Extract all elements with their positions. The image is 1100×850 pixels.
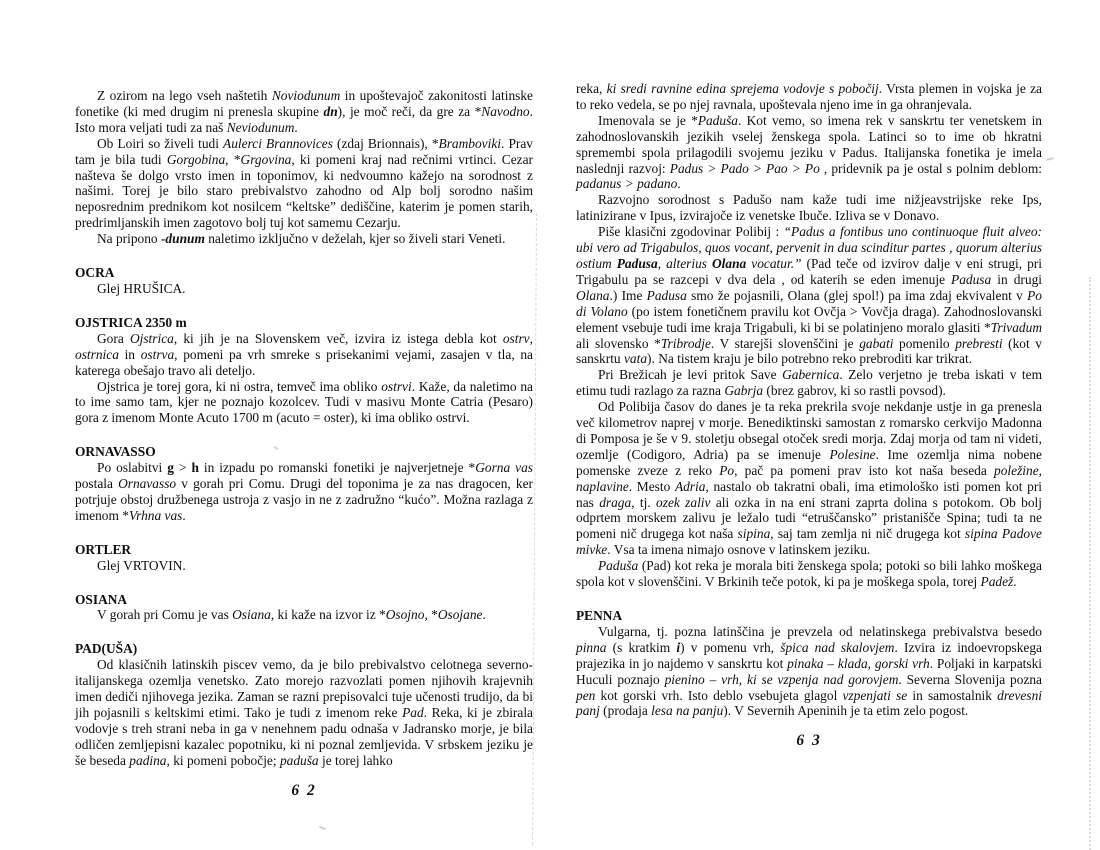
- paragraph: Od klasičnih latinskih piscev vemo, da je bilo prebivalstvo celotnega severno-italijanskega ozemlja venetsko. Zato morejo razvozlati pomen njihovih krajevnih imen dediči njihovega jezika. Zaman se razni prepisovalci tuje učenosti trudijo, da bi jih pojasnili s keltskimi etimi. Tako je tudi z imenom reke Pad. Reka, ki je zbirala vodovje s treh strani neba in ga v nenehnem padu odnaša v Jadransko morje, je bila odličen zemljepisni kazalec popotniku, ki ni poznal zemljevida. V srbskem jeziku je še beseda padina, ki pomeni pobočje; paduša je torej lahko: [75, 657, 533, 768]
- paragraph: Ojstrica je torej gora, ki ni ostra, temveč ima obliko ostrvi. Kaže, da naletimo na to ime samo tam, kjer ne poznajo kozolcev. Tudi v masivu Monte Catria (Pesaro) gora z imenom Monte Acuto 1700 m (acuto = oster), ki ima obliko ostrvi.: [75, 378, 533, 426]
- scan-edge-artifact: [1089, 277, 1091, 850]
- paragraph: Z ozirom na lego vseh naštetih Noviodunum in upoštevajoč zakonitosti latinske fonetike (ki med drugim ni prenesla skupine dn), je moč reči, da gre za *Navodno. Isto mora veljati tudi za naš Neviodunum.: [75, 88, 533, 135]
- paragraph: Piše klasični zgodovinar Polibij : “Padus a fontibus uno continuoque fluit alveo: ubi vero ad Trigabulos, quos vocant, pervenit in dua scinditur partes , quorum alterius ostium Padusa, alterius Olana vocatur.” (Pad teče od izvirov dalje v eni strugi, pri Trigabulu pa se razcepi v dva dela , od katerih se eden imenuje Padusa in drugi Olana.) Ime Padusa smo že pojasnili, Olana (glej spol!) pa ima zdaj ekvivalent v Po di Volano (po istem fonetičnem pravilu kot Ovčja > Vovčja draga). Zahodnoslovanski element vsebuje tudi ime kraja Trigabuli, ki bi se polatinjeno moralo glasiti *Trivadum ali slovensko *Tribrodje. V starejši slovenščini je gabati pomenilo prebresti (kot v sanskrtu vata). Na tistem kraju je bilo potrebno reko prebroditi kar trikrat.: [576, 224, 1042, 367]
- paragraph: Glej HRUŠICA.: [97, 280, 186, 296]
- paragraph: V gorah pri Comu je vas Osiana, ki kaže na izvor iz *Osojno, *Osojane.: [97, 607, 486, 623]
- paragraph: Glej VRTOVIN.: [97, 557, 186, 573]
- paragraph: Paduša (Pad) kot reka je morala biti ženskega spola; potoki so bili lahko moškega spola kot v slovenščini. V Brkinih teče potok, ki pa je moškega spola, torej Padež.: [576, 558, 1042, 590]
- paragraph: Imenovala se je *Paduša. Kot vemo, so imena rek v sanskrtu ter venetskem in zahodnoslovanskih jezikih vselej ženskega spola. Latinci so to ime ob hkratni spremembi spola prilagodili svojemu jeziku v Padus. Italijanska fonetika je imela naslednji razvoj: Padus > Pado > Pao > Po , pridevnik pa je ostal s polnim deblom: padanus > padano.: [576, 112, 1042, 192]
- paragraph: Razvojno sorodnost s Padušo nam kaže tudi ime nižjeavstrijske reke Ips, latinizirane v Ipus, izvirajoče iz venetske Ibuče. Izliva se v Donavo.: [576, 192, 1042, 224]
- book-page-left: [75, 88, 533, 799]
- book-page-right: [576, 81, 1042, 749]
- entry-heading: OJSTRICA 2350 m: [75, 314, 187, 330]
- paragraph: Ob Loiri so živeli tudi Aulerci Brannovices (zdaj Brionnais), *Bramboviki. Prav tam je bila tudi Gorgobina, *Grgovina, ki pomeni kraj nad rečnimi vrtinci. Cezar našteva še dolgo vrsto imen in toponimov, ki nedvoumno kažejo na sorodnost z našimi. Torej je bilo staro prebivalstvo zahodno od Alp bolj sorodno našim neposrednim prednikom kot nosilcem “keltske” dediščine, katerim je pomen starih, predrimljanskih imen zagotovo bolj tuj kot samemu Cezarju.: [75, 135, 534, 231]
- entry-heading: ORTLER: [75, 541, 132, 557]
- entry-heading: OCRA: [75, 265, 115, 281]
- paragraph: Pri Brežicah je levi pritok Save Gabernica. Zelo verjetno je treba iskati v tem etimu tudi razlago za razna Gabrja (brez gabrov, ki so rastli povsod).: [576, 367, 1042, 399]
- scan-speck: [319, 826, 326, 830]
- entry-heading: OSIANA: [75, 591, 128, 607]
- page-number: 6 2: [291, 781, 317, 799]
- page-number: 6 3: [796, 732, 822, 750]
- entry-heading: PENNA: [576, 608, 623, 623]
- paragraph: Vulgarna, tj. pozna latinščina je prevzela od nelatinskega prebivalstva besedo pinna (s kratkim i) v pomenu vrh, špica nad skalovjem. Izvira iz indoevropskega prajezika in jo najdemo v sanskrtu kot pinaka – klada, gorski vrh. Poljaki in karpatski Huculi poznajo pienino – vrh, ki se vzpenja nad gorovjem. Severna Slovenija pozna pen kot gorski vrh. Isto deblo vsebujeta glagol vzpenjati se in samostalnik drevesni panj (prodaja lesa na panju). V Severnih Apeninih je ta etim zelo pogost.: [576, 623, 1043, 719]
- paragraph: Gora Ojstrica, ki jih je na Slovenskem več, izvira iz istega debla kot ostrv, ostrnica in ostrva, pomeni pa vrh smreke s prisekanimi vejami, zasajen v tla, na katerega obešajo travo ali deteljo.: [75, 330, 533, 378]
- paragraph: reka, ki sredi ravnine edina sprejema vodovje s pobočij. Vrsta plemen in vojska je za to reko vedela, se po njej ravnala, upoštevala njeno ime in ga ohranjevala.: [576, 81, 1042, 112]
- entry-heading: PAD(UŠA): [75, 641, 138, 657]
- paragraph: Od Polibija časov do danes je ta reka prekrila svoje nekdanje ustje in ga prenesla več kilometrov naprej v morje. Benediktinski samostan z romarsko cerkvijo Madonna di Pomposa je še v 9. stoletju obsegal otoček sredi morja. Zdaj morja od tam ni videti, ozemlje (Codigoro, Adria) pa se imenuje Polesine. Ime ozemlja nima nobene pomenske zveze z reko Po, pač pa pomeni prav isto kot naša beseda poležine, naplavine. Mesto Adria, nastalo ob takratni obali, ima etimološko isti pomen kot pri nas draga, tj. ozek zaliv ali ozka in na eni strani zaprta dolina s potokom. Ob bolj odprtem morskem zalivu je ležalo tudi “etruščansko” pristanišče Spina; tudi ta ne pomeni nič drugega kot naša sipina, saj tam zemlja ni nič drugega kot sipina Padove mivke. Vsa ta imena nimajo osnove v latinskem jeziku.: [576, 399, 1042, 558]
- paragraph: Na pripono -dunum naletimo izključno v deželah, kjer so živeli stari Veneti.: [97, 231, 506, 247]
- paragraph: Po oslabitvi g > h in izpadu po romanski fonetiki je najverjetneje *Gorna vas postala Ornavasso v gorah pri Comu. Drugi del toponima je za nas dragocen, ker potrjuje obstoj družbenega ustroja z vasjo in ne z zadružno “kućo”. Možna razlaga z imenom *Vrhna vas.: [75, 460, 533, 523]
- entry-heading: ORNAVASSO: [75, 444, 156, 460]
- scan-speck: [1046, 157, 1054, 161]
